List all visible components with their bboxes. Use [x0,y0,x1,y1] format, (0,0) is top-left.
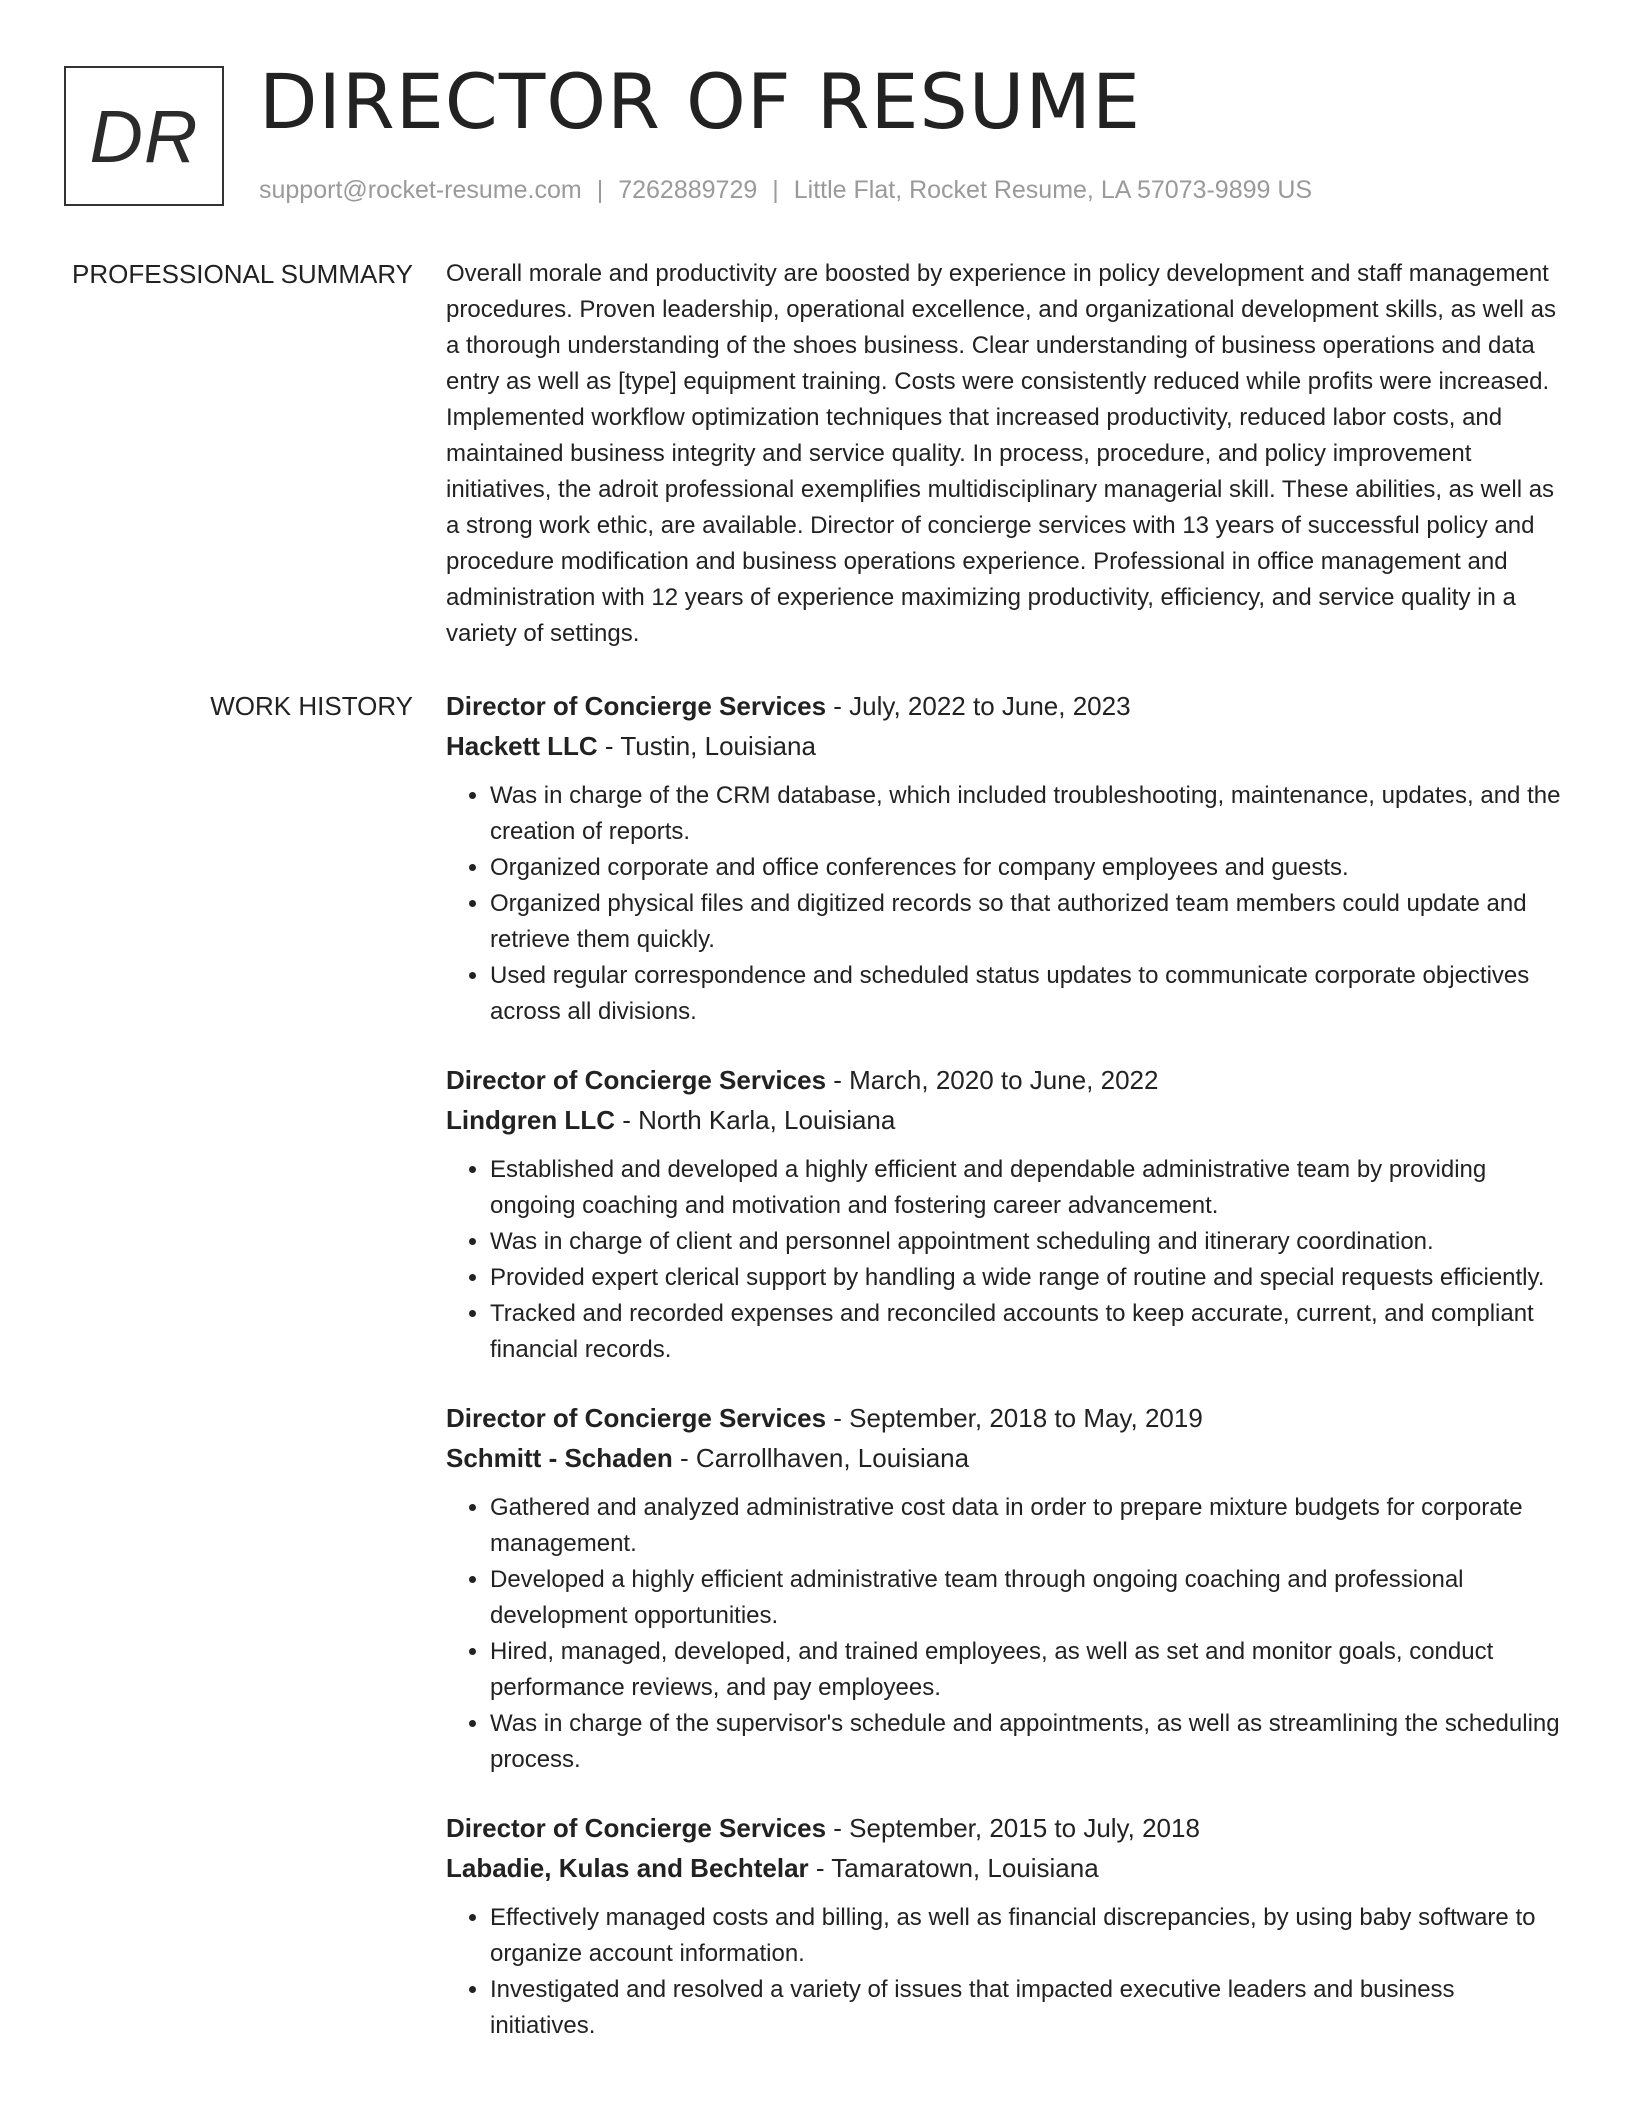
job-bullet: • Organized corporate and office conferences for company employees and guests. [490,850,1566,886]
job-dates: - March, 2020 to June, 2022 [826,1065,1159,1095]
job-bullet: • Developed a highly efficient administrative team through ongoing coaching and professional development opportunities. [490,1562,1566,1634]
job-bullet: • Was in charge of client and personnel appointment scheduling and itinerary coordination. [490,1224,1566,1260]
summary-text: Overall morale and productivity are boosted by experience in policy development and staff management procedures. Proven leadership, operational excellence, and organizational development skills, as well as a thorough understanding of the shoes business. Clear understanding of business operations and data entry as well as [type] equipment training. Costs were consistently reduced while profits were increased. Implemented workflow optimization techniques that increased productivity, reduced labor costs, and maintained business integrity and service quality. In process, procedure, and policy improvement initiatives, the adroit professional exemplifies multidisciplinary managerial skill. These abilities, as well as a strong work ethic, are available. Director of concierge services with 13 years of successful policy and procedure modification and business operations experience. Professional in office management and administration with 12 years of experience maximizing productivity, efficiency, and service quality in a variety of settings. [446,260,1556,647]
job-location: - Tamaratown, Louisiana [808,1853,1099,1883]
job-dates: - September, 2015 to July, 2018 [826,1813,1200,1843]
contact-separator: | [596,176,604,204]
job-company-line [446,1848,1566,1888]
job-title-line [446,686,1566,726]
job-bullet: • Gathered and analyzed administrative cost data in order to prepare mixture budgets for corporate management. [490,1490,1566,1562]
job-entry [446,686,1566,1030]
job-title: Director of Concierge Services [446,691,827,721]
job-bullets [446,1900,1566,2044]
job-title: Director of Concierge Services [446,1065,827,1095]
job-company: Schmitt - Schaden [446,1443,673,1473]
job-entry [446,1398,1566,1778]
contact-email[interactable]: support@rocket-resume.com [259,176,582,204]
job-title-line [446,1060,1566,1100]
resume-name: DIRECTOR OF RESUME [259,57,1142,146]
section-label-summary: PROFESSIONAL SUMMARY [72,259,413,289]
job-title-line [446,1398,1566,1438]
job-bullet: • Established and developed a highly efficient and dependable administrative team by providing ongoing coaching and motivation and fostering career advancement. [490,1152,1566,1224]
job-bullet: • Was in charge of the supervisor's schedule and appointments, as well as streamlining the scheduling process. [490,1706,1566,1778]
job-entry [446,1060,1566,1368]
contact-phone[interactable]: 7262889729 [618,176,758,204]
job-bullet: • Used regular correspondence and scheduled status updates to communicate corporate objectives across all divisions. [490,958,1566,1030]
job-location: - Carrollhaven, Louisiana [672,1443,970,1473]
contact-separator: | [772,176,779,204]
job-bullet: • Effectively managed costs and billing, as well as financial discrepancies, by using baby software to organize account information. [490,1900,1566,1972]
job-dates: - September, 2018 to May, 2019 [826,1403,1203,1433]
contact-line [259,172,1312,208]
monogram-box [64,66,224,206]
contact-address: Little Flat, Rocket Resume, LA 57073-9899 US [793,176,1313,204]
job-company: Labadie, Kulas and Bechtelar [446,1853,809,1883]
job-dates: - July, 2022 to June, 2023 [826,691,1131,721]
job-title: Director of Concierge Services [446,1403,827,1433]
job-bullet: • Tracked and recorded expenses and reconciled accounts to keep accurate, current, and compliant financial records. [490,1296,1566,1368]
job-bullet: • Provided expert clerical support by handling a wide range of routine and special requests efficiently. [490,1260,1566,1296]
job-company: Lindgren LLC [446,1105,615,1135]
job-location: - North Karla, Louisiana [614,1105,896,1135]
job-title-line [446,1808,1566,1848]
job-location: - Tustin, Louisiana [597,731,816,761]
job-company-line [446,1438,1566,1478]
job-bullet: • Organized physical files and digitized records so that authorized team members could update and retrieve them quickly. [490,886,1566,958]
job-title: Director of Concierge Services [446,1813,827,1843]
summary-body [446,256,1558,652]
job-company-line [446,1100,1566,1140]
job-entry [446,1808,1566,2044]
job-bullet: • Investigated and resolved a variety of issues that impacted executive leaders and business initiatives. [490,1972,1566,2044]
work-history-body [446,686,1566,2074]
job-bullet: • Was in charge of the CRM database, which included troubleshooting, maintenance, updates, and the creation of reports. [490,778,1566,850]
job-company: Hackett LLC [446,731,598,761]
section-label-work-history: WORK HISTORY [210,691,413,721]
monogram-initials: DR [89,94,199,178]
job-company-line [446,726,1566,766]
job-bullets [446,1490,1566,1778]
job-bullets [446,1152,1566,1368]
job-bullet: • Hired, managed, developed, and trained employees, as well as set and monitor goals, conduct performance reviews, and pay employees. [490,1634,1566,1706]
job-bullets [446,778,1566,1030]
